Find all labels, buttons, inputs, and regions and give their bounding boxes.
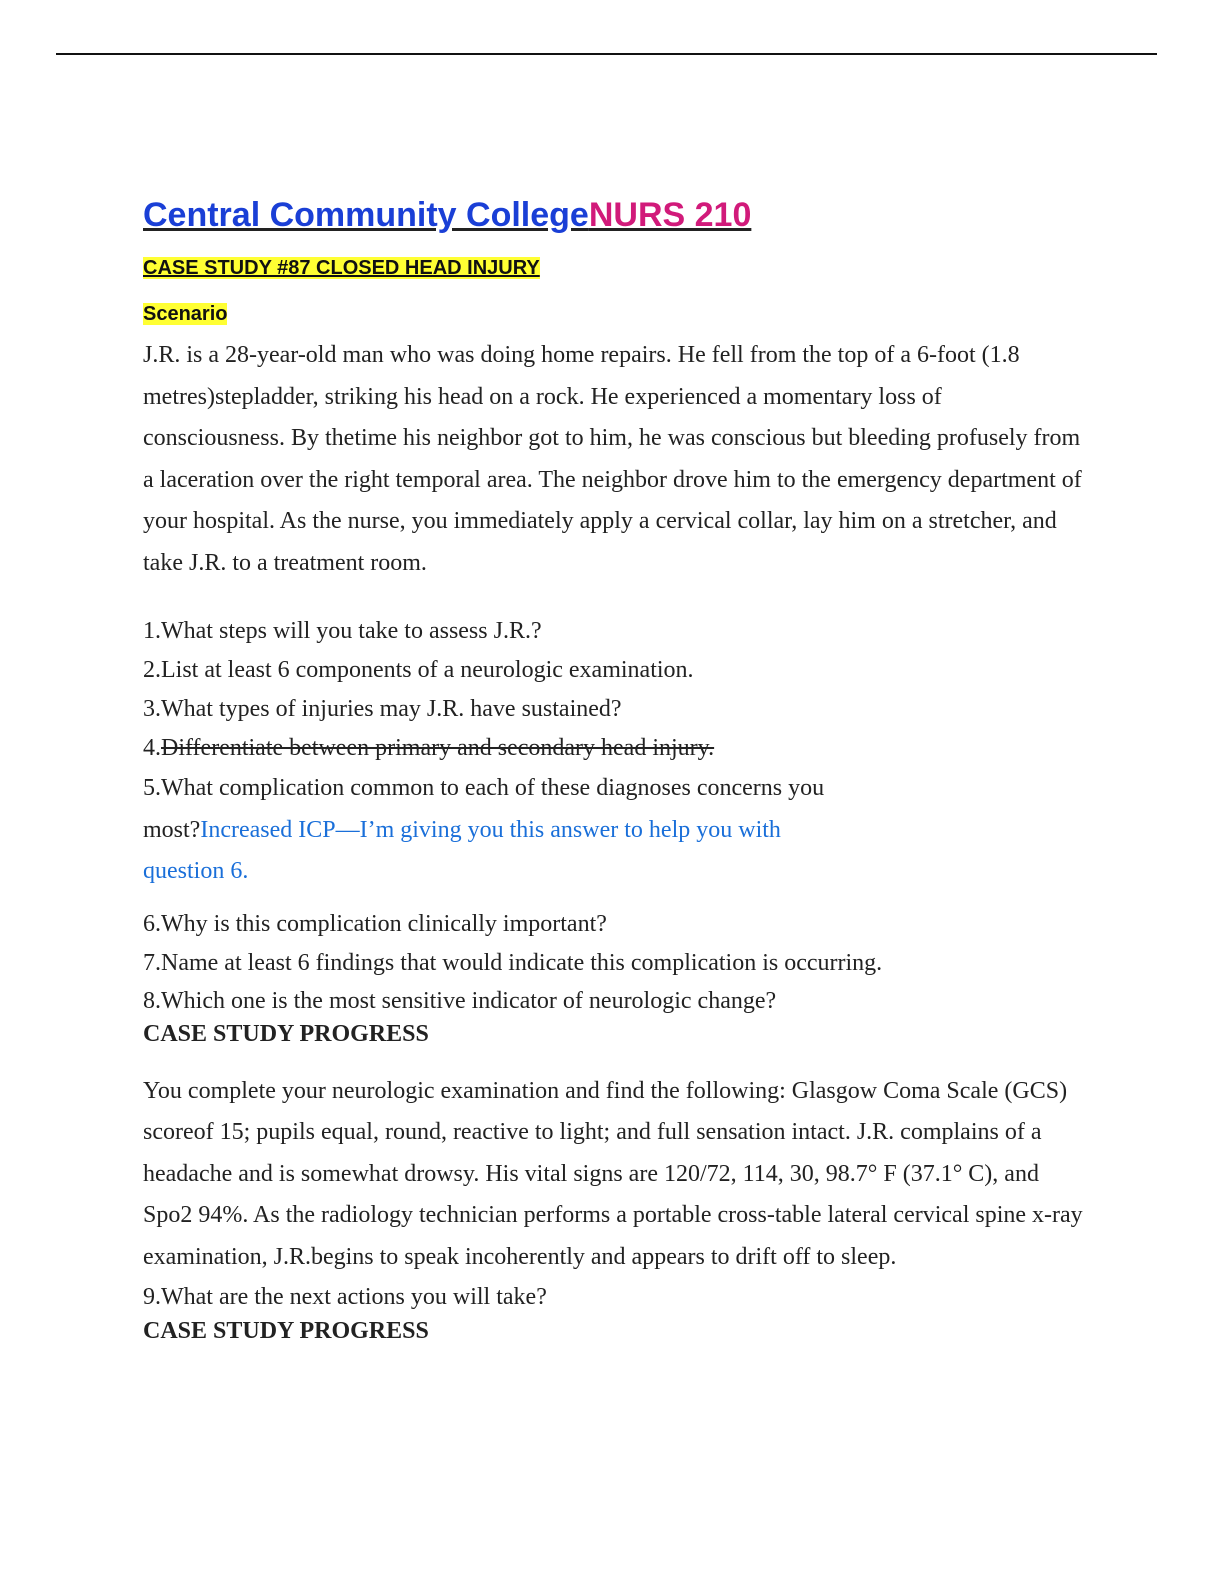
document-body bbox=[143, 193, 1083, 1346]
question-list bbox=[143, 612, 1083, 1019]
question-text-struck: Differentiate between primary and secondary head injury. bbox=[161, 735, 715, 761]
question-7 bbox=[143, 944, 1083, 983]
question-text: What steps will you take to assess J.R.? bbox=[161, 618, 542, 644]
question-1 bbox=[143, 612, 1083, 651]
question-number: 3. bbox=[143, 696, 161, 722]
question-text: Which one is the most sensitive indicator of neurologic change? bbox=[161, 987, 777, 1014]
question-number: 2. bbox=[143, 657, 161, 683]
spacer bbox=[143, 893, 1083, 905]
course-code: NURS 210 bbox=[588, 196, 752, 234]
question-3 bbox=[143, 690, 1083, 729]
top-rule bbox=[56, 53, 1157, 55]
question-number: 7. bbox=[143, 949, 161, 976]
question-5 bbox=[143, 768, 863, 893]
question-5-answer: Increased ICP—I’m giving you this answer to help you with question 6. bbox=[143, 816, 781, 884]
question-number: 1. bbox=[143, 618, 161, 644]
question-text: What are the next actions you will take? bbox=[161, 1284, 547, 1310]
progress-paragraph: You complete your neurologic examination and find the following: Glasgow Coma Scale (GCS) scoreof 15; pupils equal, round, reactive to light; and full sensation intact. J.R. complains of a headache and is somewhat drowsy. His vital signs are 120/72, 114, 30, 98.7° F (37.1° C), and Spo2 94%. As the radiology technician performs a portable cross-table lateral cervical spine x-ray examination, J.R.begins to speak incoherently and appears to drift off to sleep. bbox=[143, 1077, 1083, 1270]
college-name: Central Community College bbox=[143, 196, 589, 234]
question-6 bbox=[143, 905, 1083, 944]
question-text: List at least 6 components of a neurologic examination. bbox=[161, 657, 694, 683]
case-study-progress-heading: CASE STUDY PROGRESS bbox=[143, 1020, 429, 1047]
question-text: What complication common to each of these diagnoses concerns you most? bbox=[143, 775, 825, 843]
question-text: What types of injuries may J.R. have sustained? bbox=[161, 696, 622, 722]
question-number: 8. bbox=[143, 987, 161, 1014]
scenario-paragraph: J.R. is a 28-year-old man who was doing home repairs. He fell from the top of a 6-foot (1.8 metres)stepladder, striking his head on a rock. He experienced a momentary loss of consciousness. By thetime his neighbor got to him, he was conscious but bleeding profusely from a laceration over the right temporal area. The neighbor drove him to the emergency department of your hospital. As the nurse, you immediately apply a cervical collar, lay him on a stretcher, and take J.R. to a treatment room. bbox=[143, 342, 1082, 576]
question-number: 5. bbox=[143, 775, 161, 801]
case-study-title-text: CASE STUDY #87 CLOSED HEAD INJURY bbox=[143, 257, 540, 279]
question-9 bbox=[143, 1278, 1083, 1316]
question-number: 9. bbox=[143, 1284, 161, 1310]
document-title bbox=[143, 193, 1083, 237]
question-number: 6. bbox=[143, 910, 161, 937]
question-text: Name at least 6 findings that would indicate this complication is occurring. bbox=[161, 949, 883, 976]
question-number: 4. bbox=[143, 735, 161, 761]
scenario-label-text: Scenario bbox=[143, 303, 228, 325]
question-4 bbox=[143, 729, 1083, 768]
case-study-title bbox=[143, 255, 1083, 281]
question-text: Why is this complication clinically important? bbox=[161, 910, 607, 937]
scenario-label bbox=[143, 301, 1083, 327]
case-study-progress-heading-2: CASE STUDY PROGRESS bbox=[143, 1318, 429, 1344]
question-2 bbox=[143, 651, 1083, 690]
question-8 bbox=[143, 983, 1083, 1019]
